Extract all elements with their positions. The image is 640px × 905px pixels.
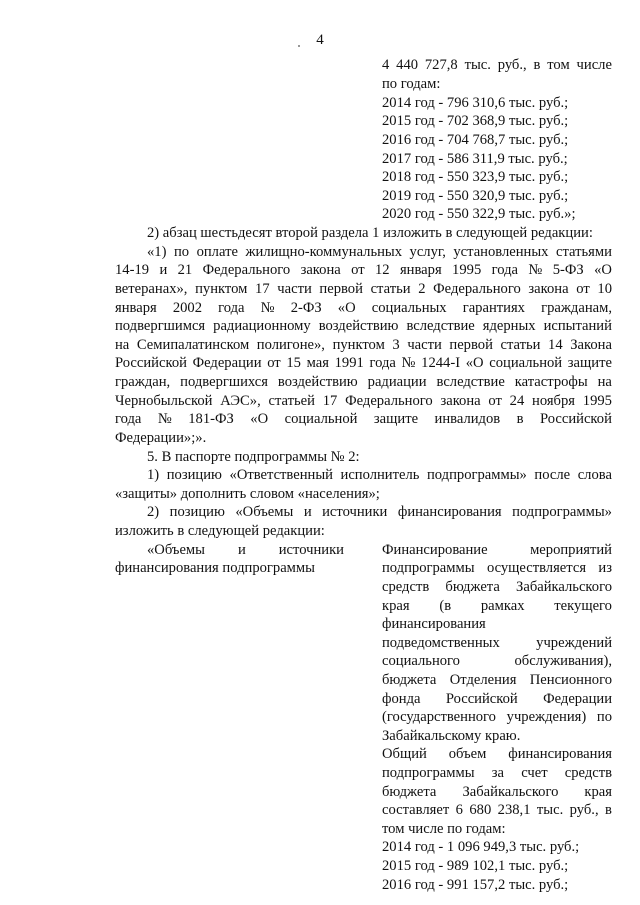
left-label-line: [147, 541, 344, 560]
word: от: [267, 355, 281, 371]
word: ветеранах»,: [115, 281, 188, 297]
word: «Объемы: [147, 542, 205, 558]
para2-line: [115, 280, 612, 299]
word: Отделения: [449, 672, 517, 688]
word: за: [491, 765, 504, 781]
word: января: [399, 262, 442, 278]
word: радиационному: [213, 318, 311, 334]
top-block-line: 2014 год - 796 310,6 тыс. руб.;: [382, 95, 569, 111]
right-block-line: 2015 год - 989 102,1 тыс. руб.;: [382, 858, 569, 874]
top-block-line: 2020 год - 550 322,9 тыс. руб.»;: [382, 206, 576, 222]
word: 1995: [452, 262, 482, 278]
word: учреждения): [506, 709, 587, 725]
word: 17: [322, 393, 338, 409]
word: защите: [567, 355, 612, 371]
right-block-line: [382, 690, 612, 709]
word: по: [596, 709, 612, 725]
right-block-line: 2016 год - 991 157,2 тыс. руб.;: [382, 877, 569, 893]
para2-line: [115, 373, 612, 392]
word: слова: [577, 467, 612, 483]
word: рамках: [480, 598, 525, 614]
word: «Объемы: [235, 504, 294, 520]
word: фонда: [382, 691, 421, 707]
word: Российской: [445, 691, 518, 707]
para2-line: [115, 261, 612, 280]
word: ноября: [532, 393, 575, 409]
word: Общий: [382, 746, 427, 762]
word: социального: [382, 653, 460, 669]
word: «О: [465, 355, 484, 371]
word: после: [534, 467, 571, 483]
word: Пенсионного: [529, 672, 612, 688]
word: бюджета: [445, 579, 500, 595]
word: мероприятий: [530, 542, 612, 558]
right-block-line: [382, 597, 612, 616]
word: катастрофы: [514, 374, 588, 390]
word: 181-ФЗ: [188, 411, 234, 427]
word: «О: [250, 411, 269, 427]
word: вследствие: [436, 374, 505, 390]
word: закона: [440, 393, 481, 409]
right-block-line: [382, 541, 612, 560]
word: инвалидов: [434, 411, 501, 427]
word: 1244-I: [421, 355, 461, 371]
left-label-line: финансирования подпрограммы: [115, 560, 315, 576]
word: года: [369, 355, 396, 371]
right-block-line: 2014 год - 1 096 949,3 тыс. руб.;: [382, 839, 580, 855]
word: Федерального: [202, 262, 291, 278]
para2-line: [115, 410, 612, 429]
item2-line: [147, 503, 612, 522]
word: источники: [322, 504, 388, 520]
word: Федерации: [192, 355, 262, 371]
word: ядерных: [482, 318, 536, 334]
word: года: [218, 300, 245, 316]
word: на: [597, 374, 612, 390]
word: Забайкальского: [516, 579, 612, 595]
word: по: [173, 244, 190, 260]
word: тыс.: [464, 57, 491, 73]
word: учреждений: [536, 635, 612, 651]
word: руб.,: [569, 802, 599, 818]
word: 440: [396, 57, 419, 73]
word: социальной: [489, 355, 563, 371]
item2-line: изложить в следующей редакции:: [115, 523, 325, 539]
word: 727,8: [424, 57, 458, 73]
word: 14: [548, 337, 563, 353]
para2-line: [115, 354, 612, 373]
top-block-line: [382, 56, 612, 75]
word: края: [382, 598, 410, 614]
word: финансирования: [397, 504, 502, 520]
word: установленных: [453, 244, 549, 260]
word: составляет: [382, 802, 450, 818]
word: 680: [469, 802, 492, 818]
word: подвергшимся: [115, 318, 206, 334]
word: в: [533, 57, 541, 73]
word: Федерального: [345, 393, 433, 409]
word: части: [277, 281, 312, 297]
word: 2002: [172, 300, 203, 316]
para2-line: [115, 299, 612, 318]
word: из: [598, 560, 612, 576]
word: подпрограммы»: [512, 504, 612, 520]
word: вследствие: [406, 318, 475, 334]
section5-heading: 5. В паспорте подпрограммы № 2:: [147, 449, 360, 465]
para2-heading: 2) абзац шестьдесят второй раздела 1 изложить в следующей редакции:: [147, 225, 593, 241]
right-block-line: [382, 559, 612, 578]
word: 5-ФЗ: [552, 262, 584, 278]
word: (государственного: [382, 709, 496, 725]
word: Забайкальского: [462, 784, 559, 800]
word: 1991: [334, 355, 364, 371]
page-number: 4: [316, 32, 324, 48]
right-block-line: финансирования: [382, 616, 486, 632]
right-block-line: [382, 783, 612, 802]
word: статьями: [555, 244, 612, 260]
word: и: [303, 504, 312, 520]
word: №: [401, 355, 416, 371]
word: текущего: [554, 598, 612, 614]
word: позицию: [169, 504, 225, 520]
word: и: [159, 262, 168, 278]
word: статьи: [370, 281, 411, 297]
top-block-line: по годам:: [382, 76, 441, 92]
word: Семипалатинском: [136, 337, 250, 353]
word: части: [407, 337, 442, 353]
word: осуществляется: [486, 560, 587, 576]
word: закона: [528, 281, 569, 297]
right-block-line: [382, 634, 612, 653]
word: источники: [278, 542, 344, 558]
para2-line: [115, 317, 612, 336]
word: 24: [509, 393, 525, 409]
word: года: [491, 262, 519, 278]
word: 17: [255, 281, 270, 297]
para2-line: Федерации»;».: [115, 430, 207, 446]
word: в: [605, 802, 612, 818]
right-block-line: [382, 745, 612, 764]
word: от: [576, 281, 590, 297]
word: оплате: [196, 244, 238, 260]
word: января: [115, 300, 157, 316]
word: социальных: [371, 300, 447, 316]
right-block-line: [382, 578, 612, 597]
word: и: [237, 542, 246, 558]
word: жилищно-коммунальных: [245, 244, 403, 260]
word: гарантиях: [462, 300, 525, 316]
word: граждан,: [115, 374, 171, 390]
word: числе: [576, 57, 612, 73]
word: 21: [177, 262, 193, 278]
word: Чернобыльской: [115, 393, 213, 409]
word: подпрограммы: [382, 560, 475, 576]
word: объем: [448, 746, 487, 762]
word: статьи: [500, 337, 541, 353]
word: финансирования: [508, 746, 612, 762]
word: воздействию: [318, 318, 399, 334]
word: 4: [382, 57, 390, 73]
word: средств: [564, 765, 612, 781]
word: на: [115, 337, 130, 353]
word: 2): [147, 504, 160, 520]
item1-line: «защиты» дополнить словом «населения»;: [115, 486, 380, 502]
word: воздействию: [277, 374, 358, 390]
word: «1): [147, 244, 167, 260]
word: Российской: [539, 411, 612, 427]
word: 10: [597, 281, 612, 297]
word: №: [528, 262, 543, 278]
word: АЭС»,: [220, 393, 261, 409]
word: от: [351, 262, 365, 278]
para2-line: [115, 392, 612, 411]
word: (в: [439, 598, 452, 614]
word: подведомственных: [382, 635, 500, 651]
right-block-line: [382, 652, 612, 671]
word: Российской: [115, 355, 187, 371]
word: защите: [373, 411, 419, 427]
right-block-line: [382, 801, 612, 820]
word: мая: [306, 355, 329, 371]
right-block-line: [382, 708, 612, 727]
word: Закона: [570, 337, 612, 353]
word: закона: [300, 262, 341, 278]
word: 2-ФЗ: [290, 300, 322, 316]
word: руб.,: [497, 57, 527, 73]
word: статьей: [268, 393, 315, 409]
para2-line: [115, 336, 612, 355]
word: полигоне»,: [256, 337, 325, 353]
right-block-line: [382, 764, 612, 783]
right-block-line: Забайкальскому краю.: [382, 728, 521, 744]
word: пунктом: [332, 337, 385, 353]
word: Финансирование: [382, 542, 488, 558]
word: №: [260, 300, 275, 316]
word: 2: [418, 281, 426, 297]
word: 14-19: [115, 262, 150, 278]
word: испытаний: [543, 318, 612, 334]
word: исполнитель: [340, 467, 420, 483]
right-block-line: том числе по годам:: [382, 821, 506, 837]
item1-line: [147, 466, 612, 485]
para2-line: [147, 243, 612, 262]
word: средств: [382, 579, 430, 595]
word: бюджета: [382, 672, 437, 688]
word: пунктом: [195, 281, 248, 297]
word: подвергшихся: [180, 374, 268, 390]
word: том: [547, 57, 570, 73]
word: «О: [337, 300, 356, 316]
top-block-line: 2017 год - 586 311,9 тыс. руб.;: [382, 151, 568, 167]
word: от: [488, 393, 502, 409]
word: подпрограммы: [382, 765, 475, 781]
word: бюджета: [382, 784, 437, 800]
word: подпрограммы»: [426, 467, 527, 483]
word: края: [584, 784, 612, 800]
top-block-line: 2019 год - 550 320,9 тыс. руб.;: [382, 188, 569, 204]
word: 6: [455, 802, 463, 818]
word: радиации: [367, 374, 427, 390]
word: Федерации: [543, 691, 612, 707]
word: обслуживания),: [514, 653, 612, 669]
word: 1): [147, 467, 160, 483]
word: социальной: [284, 411, 358, 427]
top-block-line: 2018 год - 550 323,9 тыс. руб.;: [382, 169, 569, 185]
word: года: [115, 411, 142, 427]
top-block-line: 2015 год - 702 368,9 тыс. руб.;: [382, 113, 569, 129]
word: №: [157, 411, 172, 427]
word: «О: [594, 262, 612, 278]
word: в: [516, 411, 524, 427]
top-block-line: 2016 год - 704 768,7 тыс. руб.;: [382, 132, 569, 148]
word: 238,1: [497, 802, 531, 818]
word: «Ответственный: [229, 467, 333, 483]
word: 12: [374, 262, 390, 278]
word: счет: [521, 765, 548, 781]
word: гражданам,: [541, 300, 612, 316]
word: первой: [319, 281, 363, 297]
word: позицию: [166, 467, 222, 483]
right-block-line: [382, 671, 612, 690]
word: услуг,: [409, 244, 446, 260]
word: 15: [286, 355, 301, 371]
word: 3: [392, 337, 400, 353]
word: 1995: [582, 393, 612, 409]
word: тыс.: [536, 802, 564, 818]
word: первой: [449, 337, 493, 353]
word: Федерального: [433, 281, 521, 297]
